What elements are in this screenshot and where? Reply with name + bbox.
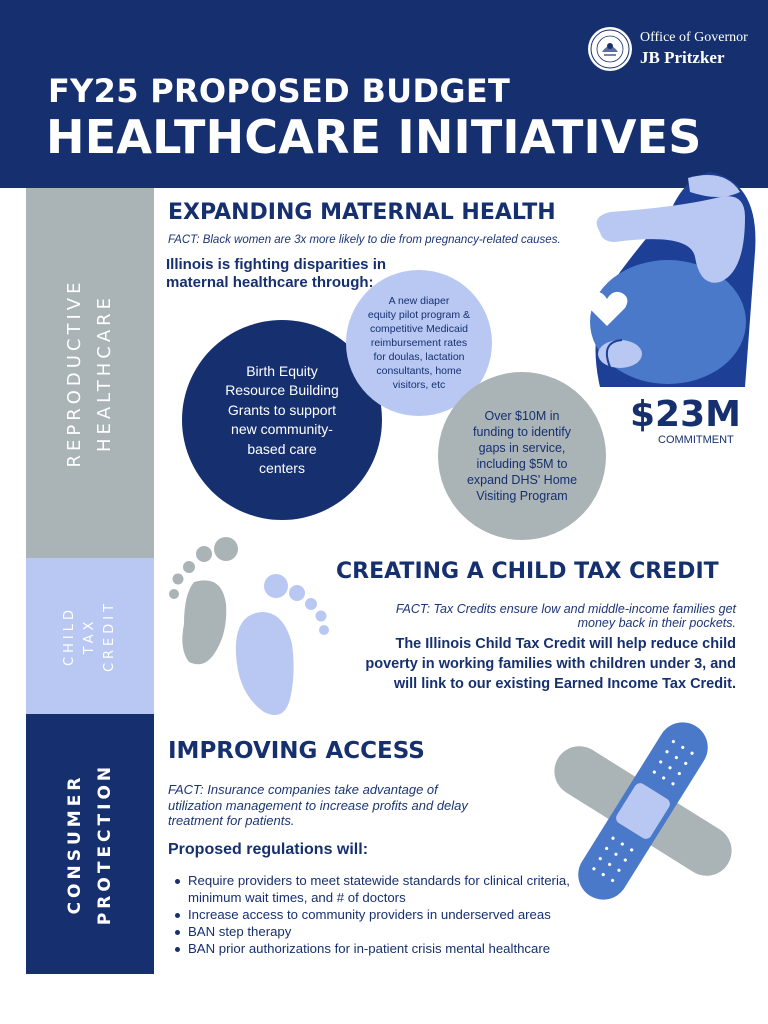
circle-text-line: for doulas, lactation bbox=[373, 351, 465, 363]
sidebar-child-tax-credit bbox=[26, 558, 154, 714]
circle-text-line: Visiting Program bbox=[476, 489, 568, 503]
circle-text-line: new community- bbox=[231, 421, 333, 437]
child-tax-body-line: will link to our existing Earned Income Tax Credit. bbox=[393, 676, 736, 692]
diaper-equity-text bbox=[368, 294, 470, 392]
commitment-amount: $23M bbox=[630, 394, 741, 435]
circle-text-line: expand DHS' Home bbox=[466, 473, 578, 487]
state-seal-icon bbox=[587, 26, 633, 72]
child-tax-credit-heading: CREATING A CHILD TAX CREDIT bbox=[336, 559, 719, 584]
child-tax-fact-line: FACT: Tax Credits ensure low and middle-income families get bbox=[395, 602, 736, 616]
list-item: Increase access to community providers in underserved areas bbox=[170, 906, 600, 923]
sidebar-label-consumer bbox=[60, 763, 120, 925]
maternal-intro bbox=[166, 256, 386, 292]
baby-footprints-icon bbox=[164, 534, 344, 724]
sidebar-label-line: CHILD bbox=[62, 606, 77, 666]
circle-text-line: including $5M to bbox=[476, 457, 568, 471]
bandage-icon bbox=[548, 716, 738, 906]
pregnant-woman-icon bbox=[560, 172, 760, 387]
access-fact-line: FACT: Insurance companies take advantage of bbox=[168, 782, 438, 797]
heart-icon bbox=[586, 290, 628, 328]
maternal-intro-line: maternal healthcare through: bbox=[166, 274, 374, 291]
improving-access-heading: IMPROVING ACCESS bbox=[168, 738, 425, 764]
child-tax-fact-line: money back in their pockets. bbox=[577, 616, 736, 630]
circle-text-line: visitors, etc bbox=[392, 379, 446, 391]
circle-text-line: Over $10M in bbox=[484, 409, 560, 423]
circle-text-line: Resource Building bbox=[225, 382, 339, 398]
child-tax-fact bbox=[396, 602, 736, 630]
header-banner bbox=[0, 0, 768, 188]
circle-text-line: Grants to support bbox=[227, 401, 337, 418]
list-item: BAN prior authorizations for in-patient crisis mental healthcare bbox=[170, 940, 600, 957]
list-item: BAN step therapy bbox=[170, 923, 600, 940]
sidebar-consumer-protection bbox=[26, 714, 154, 974]
sidebar-label-reproductive bbox=[60, 278, 120, 467]
circle-text-line: consultants, home bbox=[376, 365, 462, 377]
circle-text-line: centers bbox=[259, 460, 305, 476]
circle-text-line: funding to identify bbox=[472, 425, 571, 439]
access-fact-line: utilization management to increase profits and delay bbox=[168, 797, 468, 813]
child-tax-body-line: poverty in working families with children under 3, and bbox=[365, 656, 736, 672]
funding-circle bbox=[438, 372, 606, 540]
circle-text-line: reimbursement rates bbox=[370, 337, 468, 349]
birth-equity-text bbox=[225, 362, 339, 479]
regulations-list bbox=[170, 872, 600, 957]
list-item: Require providers to meet statewide standards for clinical criteria, minimum wait times, and # of doctors bbox=[170, 872, 600, 906]
circle-text-line: Birth Equity bbox=[246, 362, 318, 379]
funding-text bbox=[467, 408, 577, 504]
page-subtitle: FY25 PROPOSED BUDGET bbox=[48, 72, 511, 110]
sidebar-label-line: CONSUMER bbox=[65, 773, 85, 915]
circle-text-line: based care bbox=[247, 440, 317, 457]
circle-text-line: competitive Medicaid bbox=[369, 323, 469, 335]
sidebar-label-line: HEALTHCARE bbox=[94, 293, 115, 453]
sidebar-reproductive-healthcare bbox=[26, 188, 154, 558]
sidebar-label-line: TAX bbox=[82, 617, 97, 655]
maternal-fact: FACT: Black women are 3x more likely to die from pregnancy-related causes. bbox=[168, 234, 561, 246]
maternal-intro-line: Illinois is fighting disparities in bbox=[166, 256, 387, 273]
circle-text-line: A new diaper bbox=[388, 295, 450, 307]
maternal-health-heading: EXPANDING MATERNAL HEALTH bbox=[168, 200, 556, 225]
circle-text-line: equity pilot program & bbox=[367, 309, 471, 321]
sidebar-label-line: REPRODUCTIVE bbox=[64, 278, 85, 468]
commitment-label: COMMITMENT bbox=[658, 434, 734, 446]
sidebar-label-child-tax bbox=[60, 600, 120, 672]
access-fact-line: treatment for patients. bbox=[168, 813, 295, 828]
child-tax-body bbox=[365, 634, 736, 694]
sidebar-label-line: PROTECTION bbox=[95, 762, 115, 926]
circle-text-line: gaps in service, bbox=[478, 441, 566, 455]
sidebar-label-line: CREDIT bbox=[102, 599, 117, 673]
governor-name: JB Pritzker bbox=[640, 48, 725, 67]
page-title: HEALTHCARE INITIATIVES bbox=[46, 110, 702, 164]
child-tax-body-line: The Illinois Child Tax Credit will help reduce child bbox=[395, 636, 736, 652]
access-intro: Proposed regulations will: bbox=[168, 841, 369, 858]
office-of-governor-label: Office of Governor bbox=[640, 30, 748, 45]
access-fact bbox=[168, 782, 468, 829]
